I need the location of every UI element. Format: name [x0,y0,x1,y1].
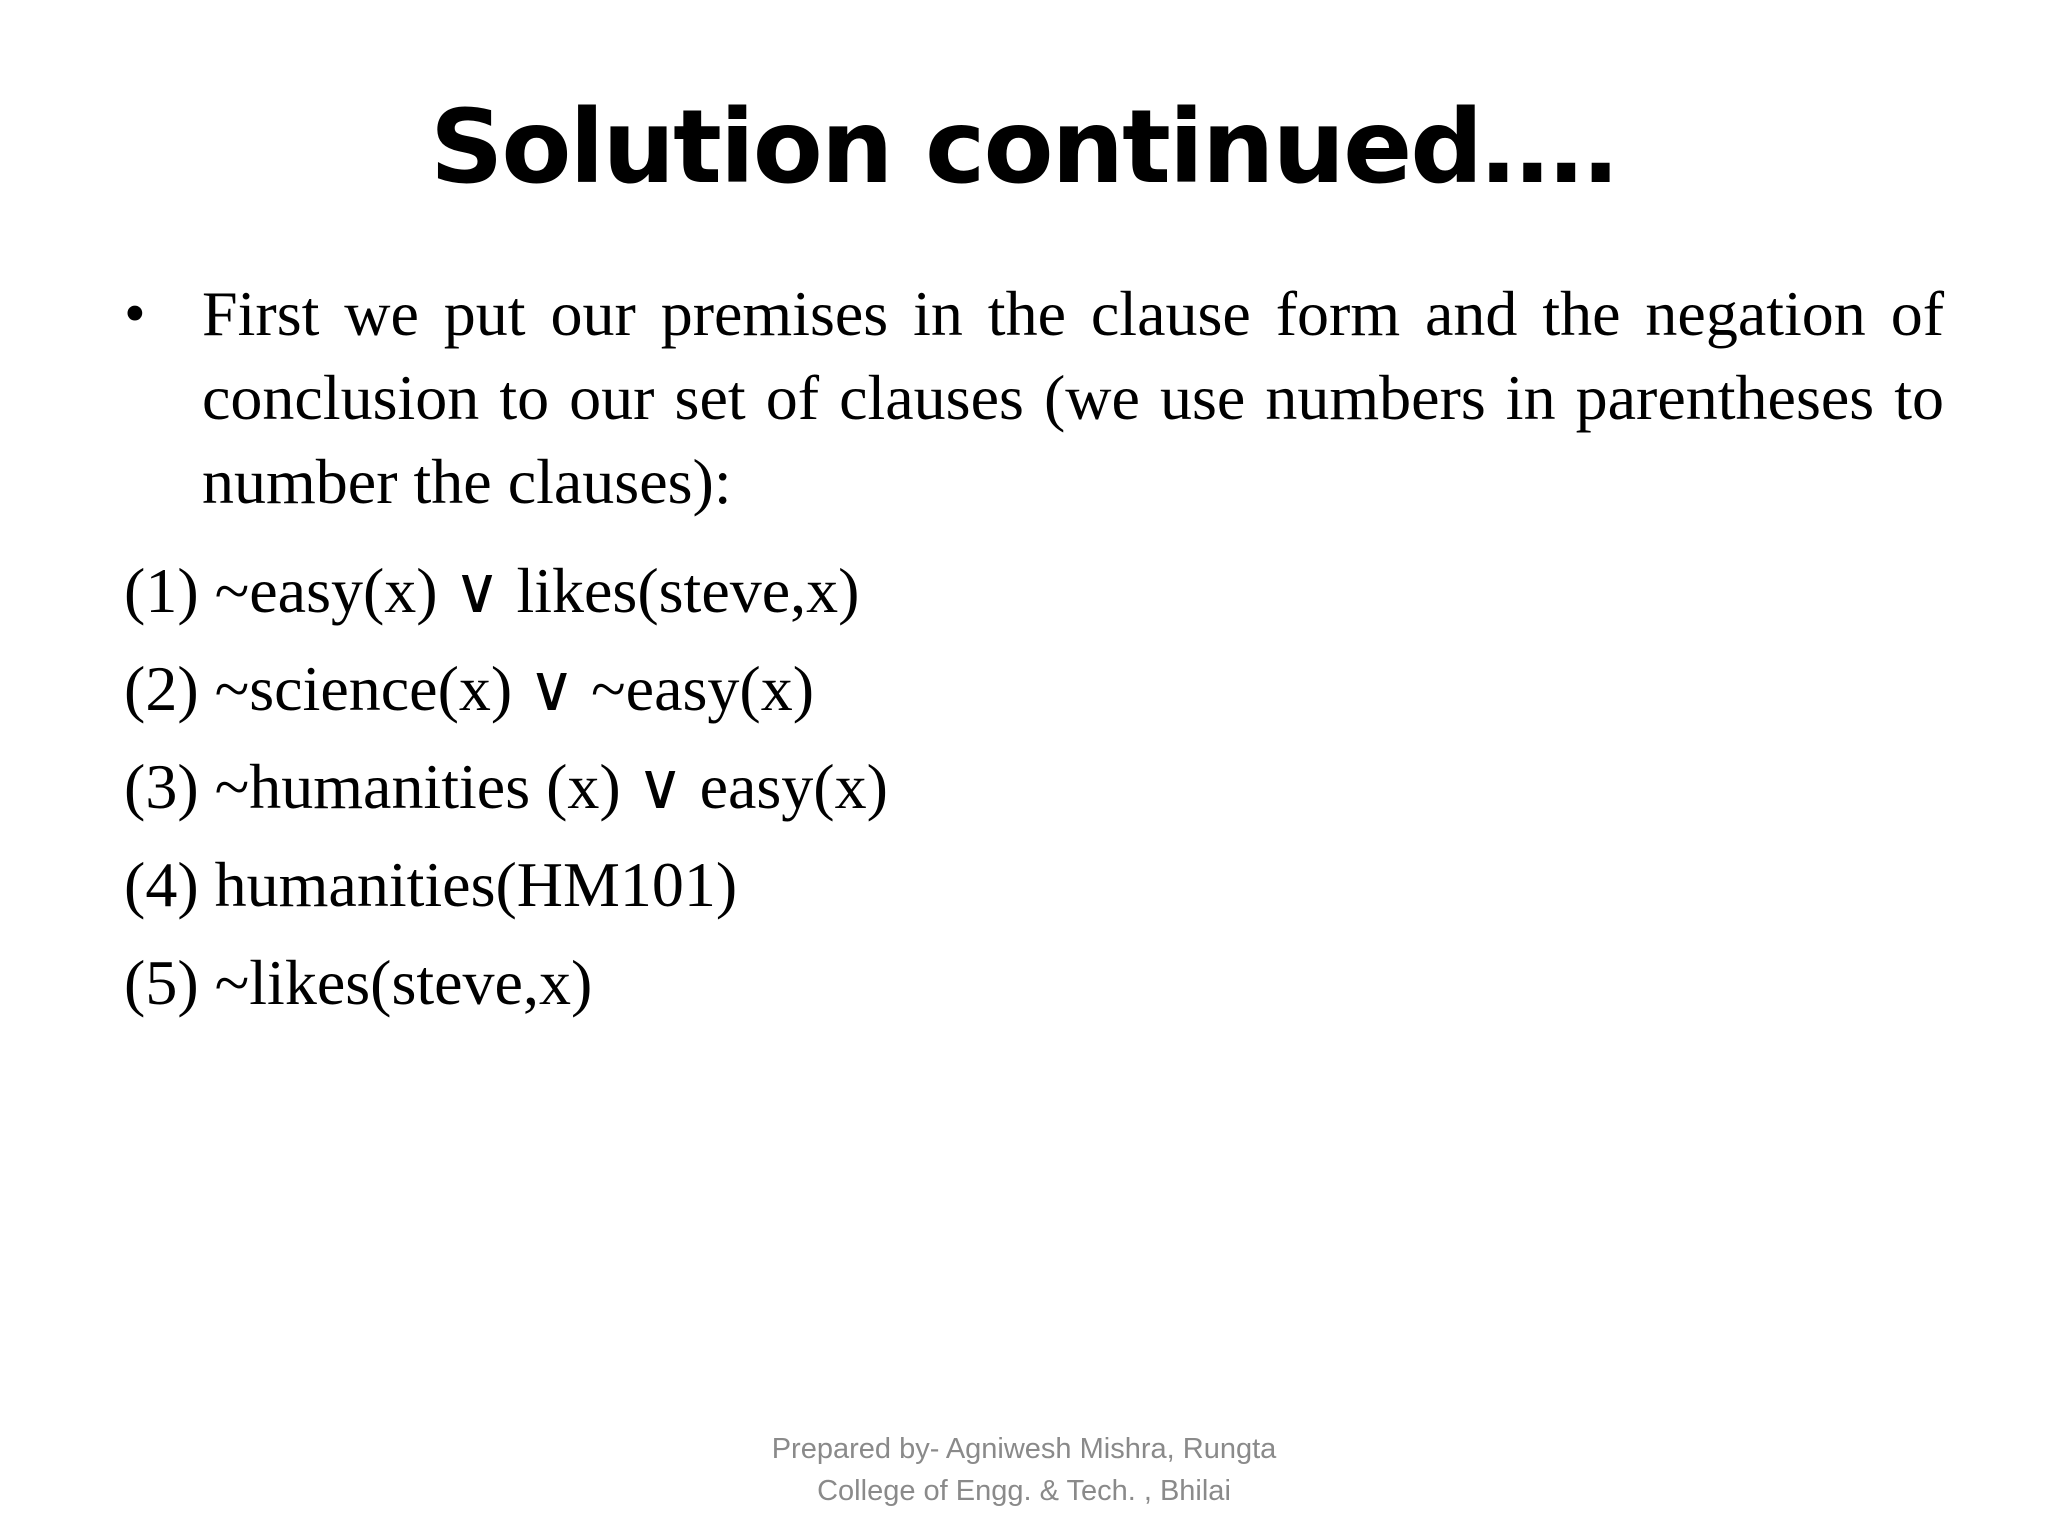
clause-2: (2) ~science(x) ∨ ~easy(x) [124,653,814,724]
clause-5: (5) ~likes(steve,x) [124,947,593,1018]
bullet-text: First we put our premises in the clause form and the negation of conclusion to our set of clauses (we use numbers in parentheses to number the clauses): [202,278,1944,517]
clause-4: (4) humanities(HM101) [124,849,738,920]
clause-1: (1) ~easy(x) ∨ likes(steve,x) [124,555,860,626]
clause-list [124,542,1924,1032]
bullet-icon: • [124,280,146,348]
footer-line-2: College of Engg. & Tech. , Bhilai [817,1475,1231,1507]
clause-3: (3) ~humanities (x) ∨ easy(x) [124,751,888,822]
slide-title: Solution continued…. [429,88,1619,207]
footer-credit [0,1428,2048,1512]
footer-line-1: Prepared by- Agniwesh Mishra, Rungta [771,1433,1277,1465]
